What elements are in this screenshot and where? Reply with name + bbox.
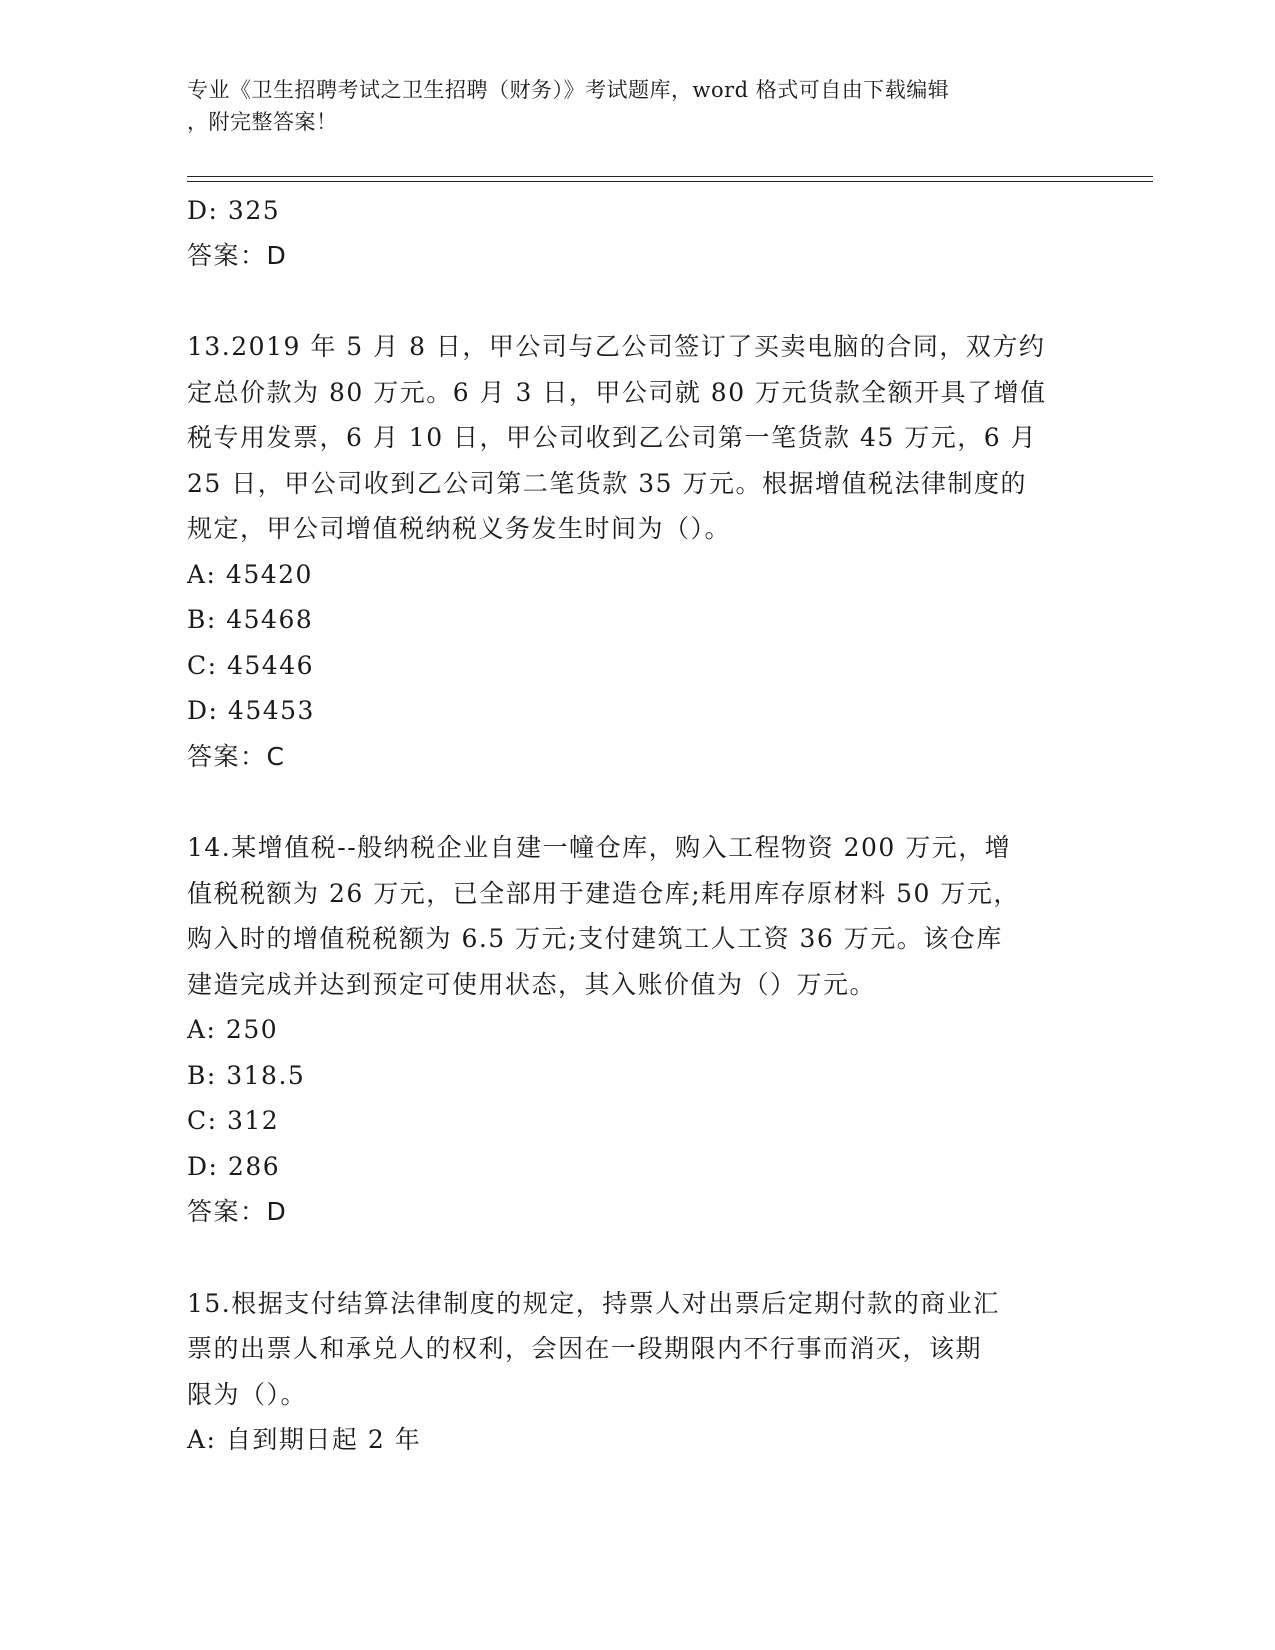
option-c: C: 45446: [187, 650, 315, 680]
question-text-line: 税专用发票，6 月 10 日，甲公司收到乙公司第一笔货款 45 万元，6 月: [187, 423, 1038, 452]
option-a: A: 45420: [187, 559, 313, 589]
option-b: B: 45468: [187, 605, 314, 634]
question-14: [187, 825, 1087, 1235]
header-title-line-1: 专业《卫生招聘考试之卫生招聘（财务）》考试题库，word 格式可自由下载编辑: [187, 78, 950, 102]
answer-line: 答案：D: [187, 241, 288, 270]
question-text-line: 14.某增值税--般纳税企业自建一幢仓库，购入工程物资 200 万元，增: [187, 833, 1012, 862]
option-d: D: 325: [187, 196, 281, 225]
option-c: C: 312: [187, 1106, 280, 1135]
question-text-line: 规定，甲公司增值税纳税义务发生时间为（）。: [187, 514, 732, 543]
answer-line: 答案：D: [187, 1197, 288, 1226]
option-b: B: 318.5: [187, 1060, 306, 1090]
question-text-line: 13.2019 年 5 月 8 日，甲公司与乙公司签订了买卖电脑的合同，双方约: [187, 332, 1046, 361]
document-header: [187, 74, 1067, 138]
question-text-line: 值税税额为 26 万元，已全部用于建造仓库;耗用库存原材料 50 万元，: [187, 878, 1020, 908]
header-title-line-2: ，附完整答案！: [187, 110, 338, 134]
question-text-line: 票的出票人和承兑人的权利，会因在一段期限内不行事而消灭，该期: [187, 1334, 983, 1363]
option-a: A: 自到期日起 2 年: [187, 1425, 422, 1454]
header-divider-top: [187, 176, 1153, 177]
document-body: [187, 188, 1087, 1463]
question-15: [187, 1281, 1087, 1463]
question-text-line: 购入时的增值税税额为 6.5 万元;支付建筑工人工资 36 万元。该仓库: [187, 924, 1003, 953]
option-d: D: 286: [187, 1151, 281, 1181]
question-text-line: 定总价款为 80 万元。6 月 3 日，甲公司就 80 万元货款全额开具了增值: [187, 377, 1047, 407]
header-divider-bottom: [187, 181, 1153, 182]
question-text-line: 15.根据支付结算法律制度的规定，持票人对出票后定期付款的商业汇: [187, 1288, 1000, 1318]
question-text-line: 建造完成并达到预定可使用状态，其入账价值为（）万元。: [187, 969, 877, 999]
option-d: D: 45453: [187, 696, 315, 725]
question-text-line: 限为（）。: [187, 1379, 308, 1409]
question-13: [187, 324, 1087, 779]
question-12-tail: [187, 188, 1087, 278]
question-text-line: 25 日，甲公司收到乙公司第二笔货款 35 万元。根据增值税法律制度的: [187, 468, 1027, 498]
option-a: A: 250: [187, 1015, 279, 1044]
answer-line: 答案：C: [187, 741, 286, 771]
